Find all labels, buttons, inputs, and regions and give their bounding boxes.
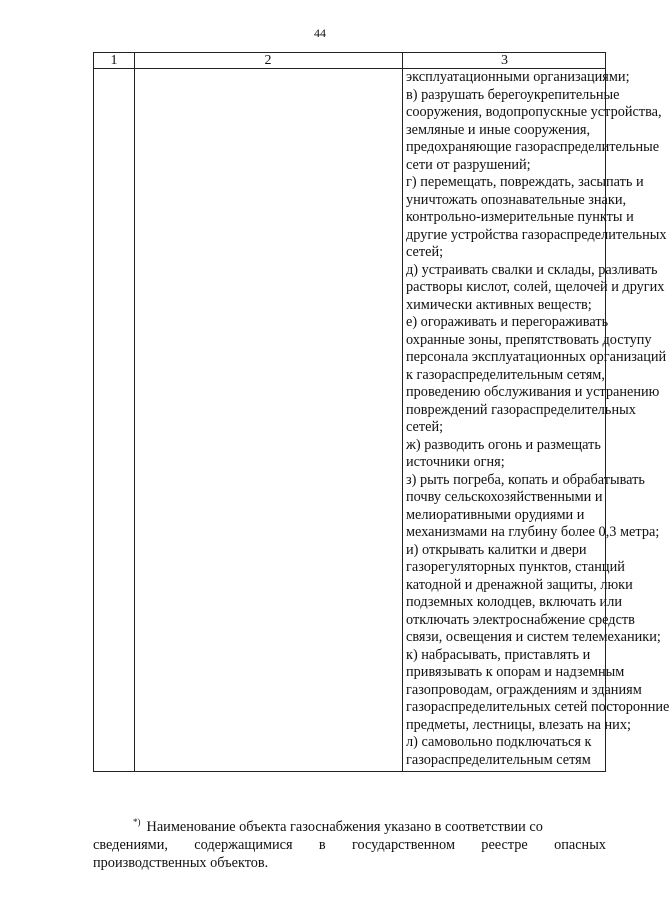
table-line: связи, освещения и систем телемеханики; (406, 629, 661, 645)
table-line: сетей; (406, 244, 444, 260)
table-line: и) открывать калитки и двери (406, 541, 587, 558)
column-divider-2 (402, 53, 403, 771)
table-header-row (94, 53, 605, 69)
table-line: к газораспределительным сетям, (406, 366, 605, 383)
table-line: растворы кислот, солей, щелочей и других (406, 279, 665, 295)
footnote-word: опасных (554, 837, 606, 853)
data-table (93, 52, 669, 772)
footnote-text-1: Наименование объекта газоснабжения указано в соответствии со (146, 819, 543, 835)
footnote-word: сведениями, (93, 837, 168, 853)
table-line: сети от разрушений; (406, 156, 531, 173)
table-line: в) разрушать берегоукрепительные (406, 86, 620, 103)
table-line: сооружения, водопропускные устройства, (406, 104, 662, 120)
table-line: газорегуляторных пунктов, станций (406, 559, 625, 575)
footnote-line-2 (93, 836, 606, 854)
table-line: персонала эксплуатационных организаций (406, 349, 667, 365)
table-line: предметы, лестницы, влезать на них; (406, 716, 631, 733)
table-line: к) набрасывать, приставлять и (406, 646, 591, 663)
table-line: источники огня; (406, 454, 505, 470)
table-line: проведению обслуживания и устранению (406, 384, 660, 400)
table-line: привязывать к опорам и надземным (406, 664, 625, 680)
column-header-2: 2 (264, 53, 272, 68)
table-line: катодной и дренажной защиты, люки (406, 576, 633, 593)
table-line: другие устройства газораспределительных (406, 226, 667, 243)
footnote-word: реестре (481, 837, 528, 853)
table-line: газораспределительным сетям (406, 751, 591, 768)
column-header-1: 1 (110, 53, 118, 68)
table-line: отключать электроснабжение средств (406, 611, 635, 628)
footnote-word: государственном (351, 837, 455, 853)
table-line: подземных колодцев, включать или (406, 594, 622, 610)
table-line: почву сельскохозяйственными и (406, 489, 603, 505)
table-line: эксплуатационными организациями; (406, 69, 630, 85)
table-line: контрольно-измерительные пункты и (406, 209, 634, 225)
footnote-line-3: производственных объектов. (93, 855, 269, 871)
table-line: уничтожать опознавательные знаки, (406, 191, 627, 208)
table-line: газопроводам, ограждениям и зданиям (406, 681, 642, 698)
column-header-3: 3 (501, 53, 508, 68)
table-line: предохраняющие газораспределительные (406, 139, 660, 155)
footnote-line-1 (93, 818, 606, 836)
page-number: 44 (314, 26, 326, 40)
table-line: мелиоративными орудиями и (406, 506, 585, 523)
column-3-text (406, 69, 669, 769)
table-line: газораспределительных сетей посторонние (406, 699, 669, 715)
footnote-marker: *) (133, 817, 141, 828)
table-line: з) рыть погреба, копать и обрабатывать (406, 471, 645, 488)
table-line: механизмами на глубину более 0,3 метра; (406, 524, 660, 540)
table-line: д) устраивать свалки и склады, разливать (406, 261, 658, 278)
table-line: л) самовольно подключаться к (406, 734, 592, 750)
table-line: земляные и иные сооружения, (406, 121, 591, 138)
column-divider-1 (134, 53, 135, 771)
table-line: сетей; (406, 419, 444, 435)
table-line: химически активных веществ; (406, 296, 592, 313)
table-line: е) огораживать и перегораживать (406, 314, 609, 330)
footnote-word: содержащимися (194, 837, 293, 853)
table-line: ж) разводить огонь и размещать (406, 436, 601, 453)
table-line: г) перемещать, повреждать, засыпать и (406, 174, 644, 190)
footnote (93, 818, 606, 872)
footnote-word: в (318, 837, 326, 853)
table-line: повреждений газораспределительных (406, 401, 636, 418)
table-line: охранные зоны, препятствовать доступу (406, 331, 652, 348)
